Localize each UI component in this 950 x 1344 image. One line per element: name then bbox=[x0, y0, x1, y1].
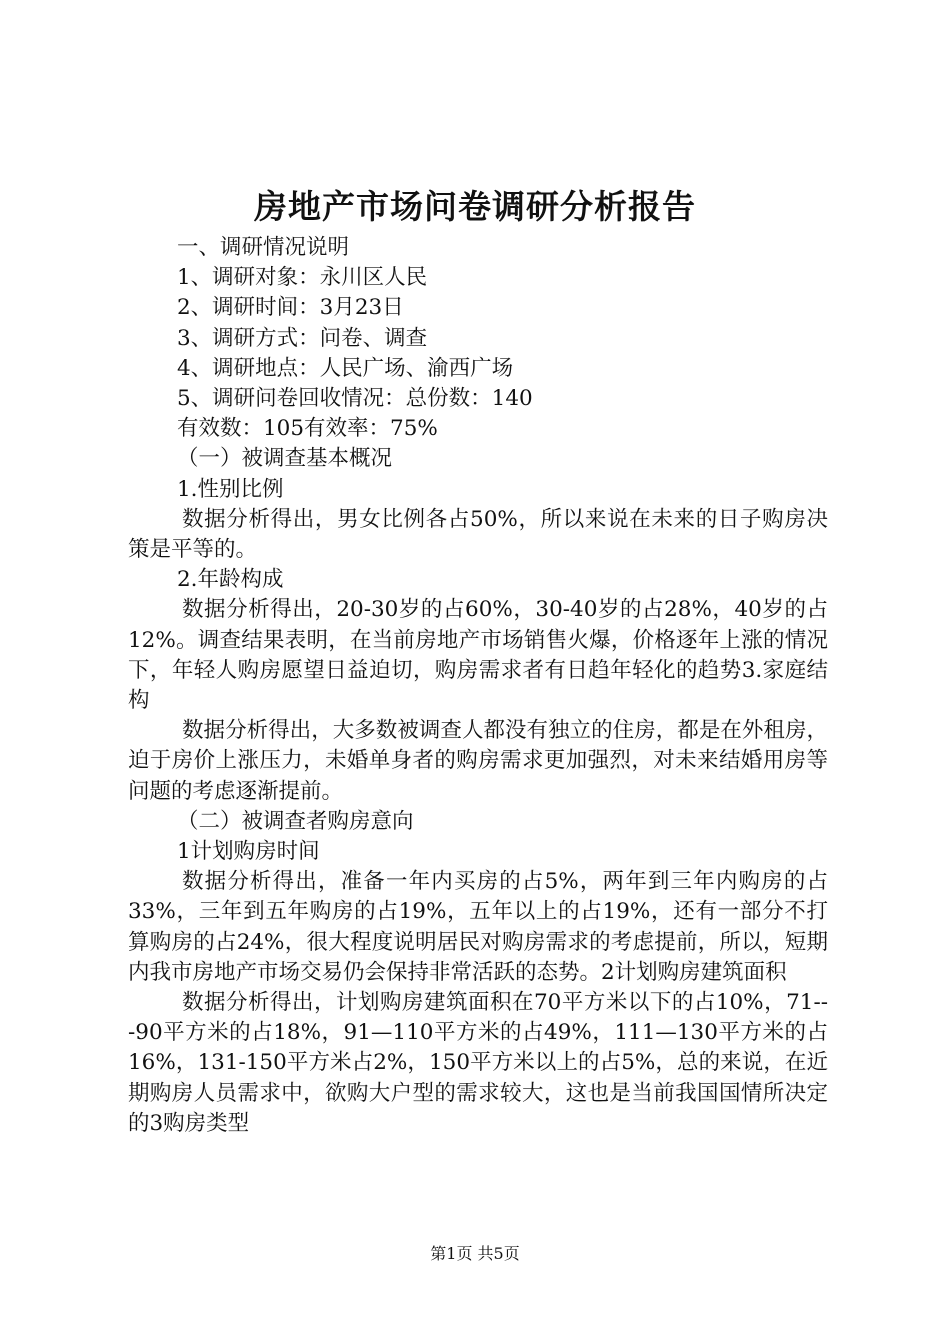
item-heading: 1.性别比例 bbox=[177, 476, 284, 502]
document-title: 房地产市场问卷调研分析报告 bbox=[254, 187, 696, 226]
paragraph: 数据分析得出，准备一年内买房的占5%，两年到三年内购房的占33%，三年到五年购房的占19%，五年以上的占19%，还有一部分不打算购房的占24%，很大程度说明居民对购房需求的考虑提前，所以，短期内我市房地产市场交易仍会保持非常活跃的态势。2计划购房建筑面积 bbox=[128, 869, 828, 985]
survey-location: 4、调研地点：人民广场、渝西广场 bbox=[177, 355, 514, 381]
page-footer: 第1页 共5页 bbox=[430, 1244, 520, 1263]
survey-time: 2、调研时间：3月23日 bbox=[177, 295, 404, 321]
item-heading: 2.年龄构成 bbox=[177, 567, 284, 593]
survey-returns: 5、调研问卷回收情况：总份数：140 bbox=[177, 386, 533, 412]
paragraph: 数据分析得出，男女比例各占50%，所以来说在未来的日子购房决策是平等的。 bbox=[128, 506, 828, 563]
survey-method: 3、调研方式：问卷、调查 bbox=[177, 325, 428, 351]
paragraph: 数据分析得出，计划购房建筑面积在70平方米以下的占10%，71---90平方米的占18%，91—110平方米的占49%，111—130平方米的占16%，131-150平方米占2%，150平方米以上的占5%，总的来说，在近期购房人员需求中，欲购大户型的需求较大，这也是当前我国国情所决定的3购房类型 bbox=[128, 990, 828, 1136]
survey-subject: 1、调研对象：永川区人民 bbox=[177, 265, 428, 291]
survey-valid: 有效数：105有效率：75% bbox=[177, 416, 438, 442]
subsection-heading: （二）被调查者购房意向 bbox=[177, 808, 414, 834]
subsection-heading: （一）被调查基本概况 bbox=[177, 446, 393, 472]
paragraph: 数据分析得出，20-30岁的占60%，30-40岁的占28%，40岁的占12%。调查结果表明，在当前房地产市场销售火爆，价格逐年上涨的情况下，年轻人购房愿望日益迫切，购房需求者有日趋年轻化的趋势3.家庭结构 bbox=[128, 597, 828, 714]
document-body bbox=[128, 233, 828, 1139]
item-heading: 1计划购房时间 bbox=[177, 839, 320, 865]
paragraph: 数据分析得出，大多数被调查人都没有独立的住房，都是在外租房，迫于房价上涨压力，未婚单身者的购房需求更加强烈，对未来结婚用房等问题的考虑逐渐提前。 bbox=[128, 718, 828, 804]
section-heading: 一、调研情况说明 bbox=[177, 235, 350, 260]
